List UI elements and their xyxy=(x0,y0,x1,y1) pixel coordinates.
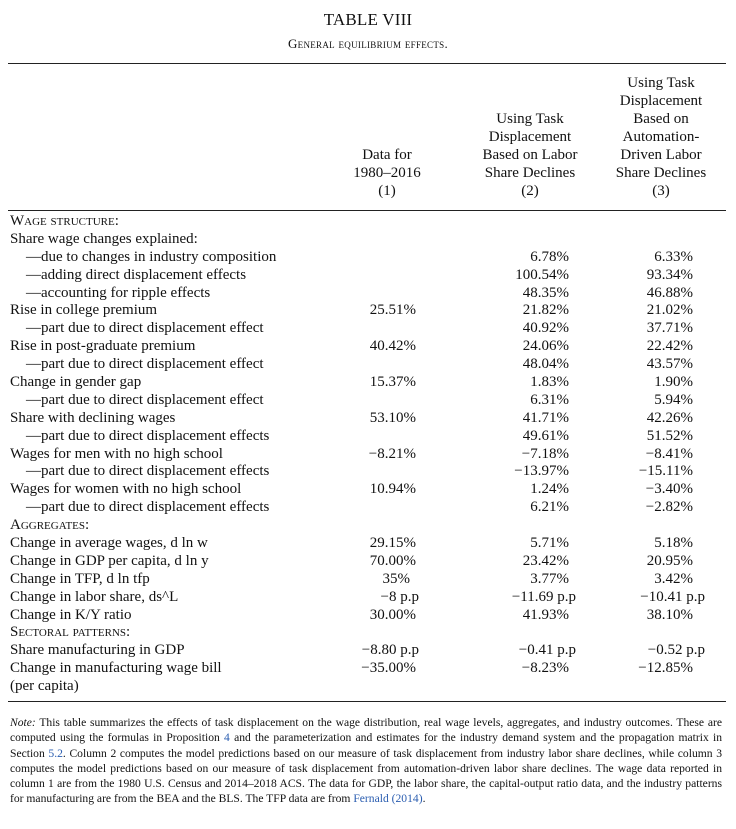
cell-col-2: −8.23% xyxy=(521,660,569,677)
row-label: Wages for women with no high school xyxy=(10,481,242,498)
column-header-2 xyxy=(460,110,600,200)
column-header-line: (2) xyxy=(521,183,539,199)
cell-col-3: −12.85% xyxy=(638,660,693,677)
row-label: —part due to direct displacement effect xyxy=(26,356,264,373)
cell-col-3: 93.34% xyxy=(646,266,693,283)
section-header-row xyxy=(0,517,736,535)
row-label: —adding direct displacement effects xyxy=(26,266,247,283)
row-label: —part due to direct displacement effects xyxy=(26,427,270,444)
column-header-1 xyxy=(322,146,452,200)
cell-col-3: 42.26% xyxy=(646,409,693,426)
cell-col-2: 3.77% xyxy=(530,570,569,587)
table-row xyxy=(0,660,736,678)
column-header-line: Using Task xyxy=(627,75,695,91)
column-header-line: (1) xyxy=(378,183,396,199)
row-label: Change in manufacturing wage bill xyxy=(10,660,222,677)
cell-col-2: 48.35% xyxy=(522,284,569,301)
row-label: Rise in post-graduate premium xyxy=(10,338,196,355)
column-header-line: Displacement xyxy=(619,93,703,109)
table-row xyxy=(0,285,736,303)
cell-col-3: 1.90% xyxy=(654,374,693,391)
cell-col-3: 43.57% xyxy=(646,356,693,373)
cell-col-1: 29.15% xyxy=(369,535,416,552)
column-header-line: Share Declines xyxy=(615,165,707,181)
note-text: . xyxy=(422,792,426,806)
table-row xyxy=(0,463,736,481)
cell-col-1: 40.42% xyxy=(369,338,416,355)
row-label: —accounting for ripple effects xyxy=(26,284,211,301)
column-header-line: (3) xyxy=(652,183,670,199)
table-row xyxy=(0,446,736,464)
cell-col-1: 10.94% xyxy=(369,481,416,498)
table-row xyxy=(0,428,736,446)
section-label: Aggregates: xyxy=(10,517,90,534)
cell-col-3: −10.41 p.p xyxy=(640,588,705,605)
cell-col-1: 15.37% xyxy=(369,374,416,391)
row-label: Wages for men with no high school xyxy=(10,445,223,462)
cell-col-3: −8.41% xyxy=(645,445,693,462)
column-header-line: Using Task xyxy=(496,111,564,127)
row-label: Change in labor share, ds^L xyxy=(10,588,179,605)
cell-col-3: 21.02% xyxy=(646,302,693,319)
table-row xyxy=(0,374,736,392)
cell-col-2: 40.92% xyxy=(522,320,569,337)
row-label: —part due to direct displacement effects xyxy=(26,463,270,480)
row-label: Share with declining wages xyxy=(10,409,176,426)
cell-col-2: 41.71% xyxy=(522,409,569,426)
table-note xyxy=(10,715,722,807)
column-header-line: Displacement xyxy=(488,129,572,145)
section-header-row xyxy=(0,624,736,642)
cell-col-2: −11.69 p.p xyxy=(511,588,576,605)
cell-col-3: −3.40% xyxy=(645,481,693,498)
cell-col-2: 5.71% xyxy=(530,535,569,552)
cell-col-2: 6.31% xyxy=(530,391,569,408)
table-row xyxy=(0,231,736,249)
cell-col-3: 37.71% xyxy=(646,320,693,337)
cell-col-3: 46.88% xyxy=(646,284,693,301)
cell-col-2: 24.06% xyxy=(522,338,569,355)
cell-col-1: −8.80 p.p xyxy=(361,642,419,659)
cell-col-1: −35.00% xyxy=(361,660,416,677)
table-row xyxy=(0,535,736,553)
table-title: TABLE VIII xyxy=(323,10,413,29)
table-row xyxy=(0,267,736,285)
row-label: —due to changes in industry composition xyxy=(26,248,277,265)
cell-col-3: 5.94% xyxy=(654,391,693,408)
cell-col-2: −7.18% xyxy=(521,445,569,462)
note-text: . Column 2 computes the model predictions based on our measure of task displacement from industry labor share declines, while column 3 computes the model predictions based on our measure of task displacement from automation-driven labor share declines. The wage data reported in column 1 are from the 1980 U.S. Census and 2014–2018 ACS. The data for GDP, the labor share, the capital-output ratio data, and the industry patterns for manufacturing are from the BEA and the BLS. The TFP data are from xyxy=(10,746,722,806)
table-row xyxy=(0,410,736,428)
cell-col-3: 20.95% xyxy=(646,552,693,569)
note-label: Note: xyxy=(10,716,36,729)
cell-col-3: 5.18% xyxy=(654,535,693,552)
cell-col-1: 70.00% xyxy=(369,552,416,569)
cell-col-1: 30.00% xyxy=(369,606,416,623)
note-link-section[interactable]: 5.2 xyxy=(48,746,63,760)
cell-col-3: 51.52% xyxy=(646,427,693,444)
bottom-rule xyxy=(8,701,726,702)
column-header-line: Automation- xyxy=(622,129,700,145)
table-row xyxy=(0,302,736,320)
cell-col-2: 23.42% xyxy=(522,552,569,569)
cell-col-1: 25.51% xyxy=(369,302,416,319)
section-label: Sectoral patterns: xyxy=(10,624,131,641)
row-label: Change in TFP, d ln tfp xyxy=(10,570,150,587)
row-label: (per capita) xyxy=(10,678,79,695)
cell-col-1: −8.21% xyxy=(368,445,416,462)
cell-col-2: 21.82% xyxy=(522,302,569,319)
note-text: and the parameterization and estimates for the industry demand system and the propagation matrix in Section xyxy=(10,731,722,760)
cell-col-3: −2.82% xyxy=(645,499,693,516)
cell-col-2: −13.97% xyxy=(514,463,569,480)
column-header-line: Share Declines xyxy=(484,165,576,181)
cell-col-2: −0.41 p.p xyxy=(518,642,576,659)
row-label: Change in average wages, d ln w xyxy=(10,535,208,552)
cell-col-2: 41.93% xyxy=(522,606,569,623)
cell-col-1: 35% xyxy=(382,570,410,587)
table-row xyxy=(0,553,736,571)
column-header-line: 1980–2016 xyxy=(353,165,421,181)
column-header-line: Driven Labor xyxy=(620,147,702,163)
cell-col-2: 1.83% xyxy=(530,374,569,391)
cell-col-3: 38.10% xyxy=(646,606,693,623)
cell-col-3: −15.11% xyxy=(638,463,693,480)
row-label: Share manufacturing in GDP xyxy=(10,642,185,659)
table-row xyxy=(0,392,736,410)
note-link-proposition[interactable]: 4 xyxy=(224,731,230,745)
column-header-line: Data for xyxy=(362,147,412,163)
table-row xyxy=(0,249,736,267)
cell-col-2: 48.04% xyxy=(522,356,569,373)
table-row xyxy=(0,607,736,625)
table-row xyxy=(0,356,736,374)
row-label: Share wage changes explained: xyxy=(10,230,198,247)
table-subtitle: General equilibrium effects. xyxy=(287,36,449,51)
note-text: This table summarizes the effects of task displacement on the wage distribution, real wage levels, aggregates, and industry outcomes. These are computed using the formulas in Proposition xyxy=(10,716,722,745)
row-label: —part due to direct displacement effects xyxy=(26,499,270,516)
section-header-row xyxy=(0,213,736,231)
cell-col-2: 1.24% xyxy=(530,481,569,498)
row-label: —part due to direct displacement effect xyxy=(26,320,264,337)
note-link-citation[interactable]: Fernald (2014) xyxy=(353,792,423,806)
column-header-3 xyxy=(598,74,724,200)
table-row xyxy=(0,499,736,517)
column-header-line: Based on Labor xyxy=(482,147,578,163)
cell-col-2: 100.54% xyxy=(515,266,569,283)
row-label: Change in gender gap xyxy=(10,374,142,391)
cell-col-3: −0.52 p.p xyxy=(647,642,705,659)
table-row xyxy=(0,571,736,589)
cell-col-3: 3.42% xyxy=(654,570,693,587)
cell-col-3: 6.33% xyxy=(654,248,693,265)
cell-col-2: 6.21% xyxy=(530,499,569,516)
section-label: Wage structure: xyxy=(10,213,119,229)
row-label: Rise in college premium xyxy=(10,302,158,319)
cell-col-2: 49.61% xyxy=(522,427,569,444)
table-body xyxy=(0,213,736,696)
cell-col-1: 53.10% xyxy=(369,409,416,426)
table-row xyxy=(0,589,736,607)
table-row xyxy=(0,481,736,499)
table-row xyxy=(0,678,736,696)
cell-col-3: 22.42% xyxy=(646,338,693,355)
row-label: Change in GDP per capita, d ln y xyxy=(10,552,209,569)
row-label: —part due to direct displacement effect xyxy=(26,391,264,408)
table-row xyxy=(0,320,736,338)
column-header-line: Based on xyxy=(633,111,689,127)
cell-col-1: −8 p.p xyxy=(380,588,419,605)
table-row xyxy=(0,338,736,356)
top-rule xyxy=(8,63,726,64)
table-row xyxy=(0,642,736,660)
header-rule xyxy=(8,210,726,211)
cell-col-2: 6.78% xyxy=(530,248,569,265)
row-label: Change in K/Y ratio xyxy=(10,606,132,623)
